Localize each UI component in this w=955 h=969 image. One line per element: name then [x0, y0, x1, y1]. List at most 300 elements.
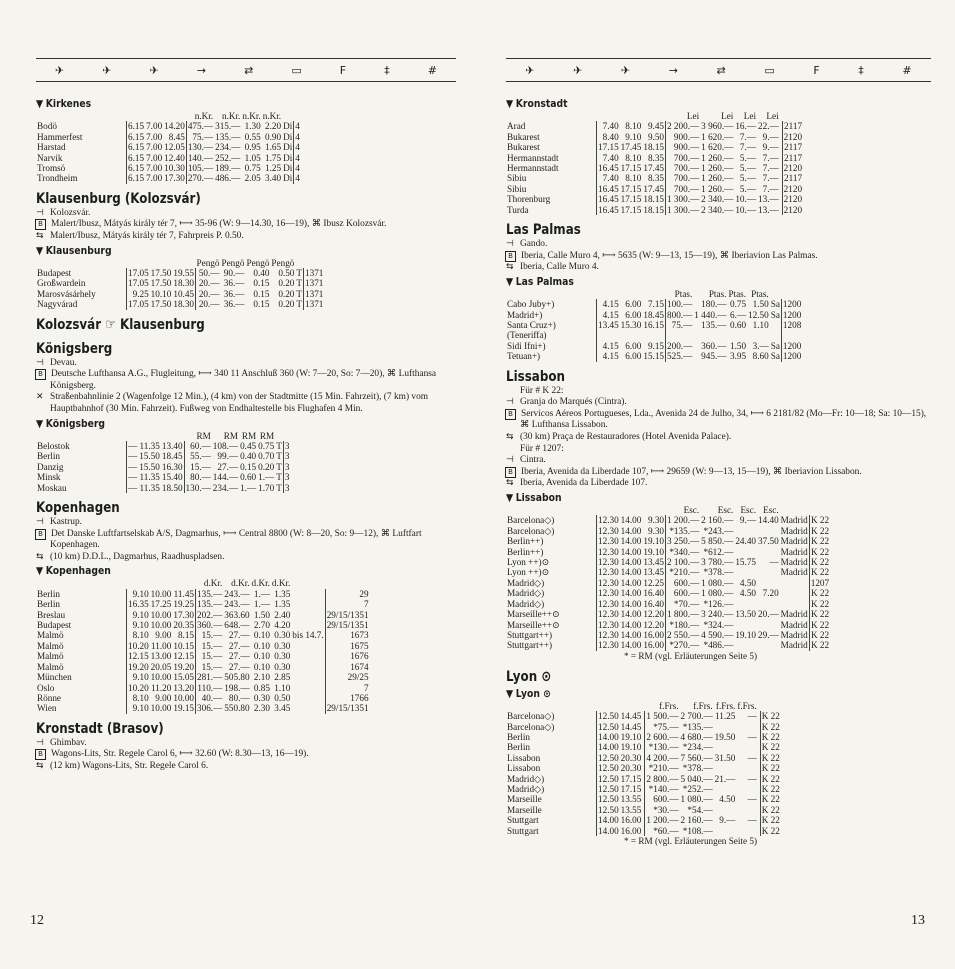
table-cell: Stuttgart — [507, 825, 539, 836]
table-cell: 1371 — [305, 288, 324, 299]
table-cell: 144.— — [212, 472, 239, 483]
table-cell: 14.00 — [598, 731, 619, 742]
table-cell: 17.15 — [620, 163, 642, 174]
table-cell — [736, 722, 757, 732]
table-row — [36, 620, 370, 630]
blank-cell — [36, 578, 196, 588]
table-row — [506, 722, 781, 732]
table-row — [36, 651, 370, 661]
table-cell: Madrid◇) — [507, 588, 545, 599]
table-cell: 6.15 — [128, 121, 145, 132]
table-cell: Madrid — [780, 567, 808, 578]
table-row — [506, 205, 803, 215]
timetable — [506, 111, 803, 215]
table-cell: 16.00 — [643, 629, 665, 640]
table-cell: 17.15 — [598, 142, 619, 153]
table-cell: *135.— — [666, 526, 701, 536]
table-cell: 10.45 — [173, 288, 195, 299]
table-cell: Danzig — [37, 461, 64, 472]
header-row — [506, 701, 781, 711]
table-cell: 0.30 — [274, 640, 291, 651]
table-cell: Lissabon — [507, 752, 541, 763]
table-cell: Madrid+) — [507, 309, 543, 320]
table-cell: Breslau — [37, 609, 66, 620]
table-cell: 3 250.— — [667, 536, 700, 547]
table-cell: 7 560.— — [680, 752, 713, 763]
table-cell: 0.10 — [253, 630, 270, 641]
table-cell: 945.— — [701, 351, 727, 362]
table-cell: 7.00 — [146, 173, 163, 184]
info-icon: B — [35, 749, 46, 760]
table-row — [506, 153, 803, 163]
table-cell: 9.— — [762, 131, 779, 142]
header-row — [506, 289, 802, 299]
info-line — [506, 467, 931, 479]
table-cell: 12.30 — [598, 557, 619, 568]
table-cell: 16.00 — [620, 815, 642, 826]
info-line — [506, 262, 931, 274]
table-cell: 7.— — [739, 131, 756, 142]
table-cell: Berlin — [37, 599, 60, 610]
table-cell: 1.— — [240, 482, 257, 493]
table-cell: 2.30 — [253, 703, 270, 714]
table-cell: 306.— — [197, 703, 223, 714]
header-symbol-icon: F — [339, 63, 347, 77]
table-row — [36, 142, 301, 152]
table-cell: 1 200.— — [646, 815, 679, 826]
table-cell: Malmö — [37, 630, 64, 641]
table-cell: Madrid — [780, 546, 808, 557]
table-cell: 198.— — [224, 682, 250, 693]
table-cell: 10.30 — [164, 163, 185, 174]
left-page — [0, 0, 477, 969]
table-cell: K 22 — [761, 773, 780, 784]
symbol-header — [506, 58, 931, 82]
table-row — [506, 826, 781, 836]
table-cell: 1 620.— — [701, 142, 734, 153]
table-cell: 6.— — [729, 309, 747, 320]
table-row — [36, 472, 290, 482]
table-cell: Budapest — [37, 620, 72, 631]
info-line — [36, 219, 456, 231]
table-cell: 18.15 — [643, 194, 665, 205]
table-cell: 20.— — [196, 289, 221, 299]
table-cell: 1766 — [325, 693, 369, 703]
table-cell: 31.50 — [714, 752, 736, 763]
table-cell: 3 — [284, 482, 290, 493]
table-cell: 12.50 — [598, 794, 619, 805]
table-row — [506, 784, 781, 794]
table-row — [506, 526, 830, 536]
table-cell: 12.05 — [164, 142, 185, 153]
currency-header: d.Kr. — [251, 578, 270, 589]
table-cell: 11.00 — [151, 640, 172, 651]
table-cell: 4 590.— — [701, 629, 734, 640]
info-line — [36, 738, 456, 750]
left-content — [36, 96, 456, 773]
table-cell: 700.— — [666, 184, 701, 194]
table-cell: 15.— — [196, 662, 224, 672]
table-cell: Madrid◇) — [507, 598, 545, 609]
table-cell: *378.— — [682, 763, 713, 774]
table-cell: Berlin — [507, 742, 530, 753]
info-line — [36, 761, 456, 773]
header-symbol-icon: F — [813, 63, 820, 77]
table-cell: K 22 — [810, 557, 830, 568]
table-cell: 12.40 — [164, 152, 185, 163]
table-cell: 29 — [325, 589, 369, 599]
table-cell: 29/15/1351 — [326, 703, 369, 714]
table-cell: 1371 — [305, 278, 324, 289]
table-cell: *108.— — [682, 825, 713, 836]
table-cell: 16.40 — [643, 588, 665, 599]
table-cell: 14.00 — [598, 815, 619, 826]
info-text: Iberia, Calle Muro 4, ⟼ 5635 (W: 9—13, 15—19), ⌘ Iberiavion Las Palmas. — [521, 250, 818, 261]
table-cell: 6.00 — [625, 340, 642, 351]
table-cell: Lissabon — [507, 763, 541, 774]
table-cell: 0.20 — [278, 299, 295, 310]
table-cell: 200.— — [667, 340, 693, 351]
table-cell: 12.50 — [598, 783, 619, 794]
table-cell: 8.35 — [647, 173, 665, 184]
table-cell: Marseille++⊙ — [507, 609, 560, 620]
table-cell: 17.30 — [173, 609, 195, 620]
arrow-down-icon: ▼ — [36, 98, 44, 110]
table-cell: 14.00 — [598, 742, 619, 753]
table-cell: Madrid — [780, 525, 808, 536]
table-cell: 4 — [295, 131, 300, 142]
info-line — [36, 208, 456, 220]
table-cell: 9.15 — [647, 340, 665, 351]
table-cell: K 22 — [810, 588, 830, 599]
table-cell: 4 — [295, 173, 300, 184]
table-cell: 6.15 — [128, 152, 145, 163]
table-cell: T — [276, 461, 282, 472]
table-cell: Berlin — [507, 731, 530, 742]
table-cell — [757, 547, 780, 557]
table-row — [506, 173, 803, 183]
table-cell: 5.— — [739, 173, 756, 184]
info-line — [36, 517, 456, 529]
table-cell: 10.15 — [173, 640, 195, 651]
header-symbol-icon: ⇄ — [716, 63, 726, 77]
table-cell: 13.45 — [643, 567, 665, 578]
table-cell: 600.— — [666, 578, 701, 588]
table-cell: 29/25 — [325, 672, 369, 682]
arrow-down-icon: ▼ — [36, 417, 44, 430]
table-cell: 2120 — [783, 204, 803, 215]
table-cell: 12.15 — [128, 651, 149, 662]
table-cell: 13.55 — [620, 794, 642, 805]
table-cell: Marseille — [507, 804, 542, 815]
arrow-down-icon: ▼ — [506, 492, 514, 505]
table-cell: 10.00 — [173, 692, 195, 703]
table-cell: 525.— — [667, 351, 693, 362]
table-cell: 0.15 — [240, 461, 257, 472]
table-cell: 4 — [295, 142, 300, 153]
table-row — [506, 732, 781, 742]
table-cell: 2120 — [783, 131, 803, 142]
info-icon: ⊣ — [36, 357, 44, 368]
table-cell: 36.— — [223, 288, 245, 299]
arrow-down-icon: ▼ — [506, 275, 514, 288]
table-cell: 505.80 — [224, 672, 250, 683]
table-cell — [734, 599, 757, 609]
header-row — [36, 111, 301, 121]
table-cell: Marseille — [507, 794, 542, 805]
table-row — [506, 299, 802, 309]
table-cell: 9.10 — [127, 620, 150, 630]
table-cell — [727, 330, 747, 340]
table-cell — [770, 320, 782, 330]
table-cell: 8.10 — [625, 152, 642, 163]
footnote: * = RM (vgl. Erläuterungen Seite 5) — [624, 836, 758, 846]
table-cell: 17.15 — [620, 783, 642, 794]
header-symbol-icon: ✈ — [525, 63, 535, 77]
table-cell: 9.10 — [127, 610, 150, 620]
table-cell: 19.10 — [643, 546, 665, 557]
table-cell: 18.30 — [173, 278, 195, 289]
table-cell: 0.85 — [253, 682, 270, 693]
table-cell: 1200 — [782, 309, 802, 320]
table-cell: Barcelona◇) — [507, 515, 555, 526]
table-cell: 13.00 — [150, 651, 172, 662]
table-cell: 1 080.— — [680, 794, 713, 805]
table-cell: 18.15 — [643, 204, 665, 215]
table-cell: 4.15 — [597, 341, 620, 351]
table-cell: Sa — [770, 351, 780, 362]
table-cell: 8.15 — [177, 630, 195, 641]
table-cell: Berlin++) — [507, 536, 544, 547]
table-cell: 7.00 — [146, 163, 163, 174]
header-row — [36, 258, 324, 268]
table-cell: 700.— — [666, 173, 701, 183]
table-cell: 0.15 — [253, 299, 270, 310]
table-cell: 9.— — [739, 515, 756, 526]
table-cell: K 22 — [761, 825, 780, 836]
table-cell: Rönne — [37, 692, 61, 703]
header-row — [506, 505, 830, 515]
table-cell: Tromsö — [37, 163, 66, 174]
table-cell: 700.— — [666, 153, 701, 163]
table-cell: 80.— — [184, 472, 212, 482]
table-cell: 12.20 — [643, 619, 665, 630]
table-row — [36, 703, 370, 713]
table-cell: 14.20 — [164, 121, 185, 132]
table-row — [506, 763, 781, 773]
table-cell: 13.55 — [620, 804, 642, 815]
table-cell: 11.45 — [173, 588, 195, 599]
table-cell: 13.45 — [643, 557, 665, 568]
timetable-section — [36, 246, 456, 310]
table-row — [36, 132, 301, 142]
table-cell: 14.00 — [620, 640, 642, 651]
table-cell: 1 200.— — [667, 515, 700, 526]
info-line — [36, 552, 456, 564]
table-cell: 17.50 — [150, 268, 172, 279]
table-row — [506, 567, 830, 577]
table-cell: 4.15 — [597, 310, 620, 320]
info-icon: ⊣ — [506, 397, 514, 408]
info-line — [36, 369, 456, 392]
table-cell: 8.40 — [597, 132, 620, 142]
table-cell: Nagyvárad — [37, 299, 78, 310]
table-cell: 15.50 — [139, 451, 160, 462]
city-section — [36, 721, 456, 773]
table-cell: Wien — [37, 703, 57, 714]
table-cell: 7.40 — [597, 173, 620, 183]
table-cell: Madrid — [780, 609, 808, 620]
blank-cell — [506, 289, 666, 299]
table-cell: 18.50 — [161, 482, 183, 493]
table-cell: 4.50 — [739, 577, 756, 588]
table-cell: 13.50 — [735, 609, 756, 620]
header-symbol-icon: → — [668, 63, 678, 77]
table-cell: T — [276, 441, 282, 452]
table-row — [506, 805, 781, 815]
table-cell: Stuttgart++) — [507, 640, 553, 651]
table-cell: — — [747, 773, 757, 784]
table-cell: 27.— — [228, 651, 250, 662]
table-cell: Thorenburg — [507, 194, 551, 205]
table-cell: *70.— — [666, 599, 701, 609]
table-cell: 0.50 — [274, 692, 291, 703]
blank-cell — [506, 111, 666, 121]
timetable-section — [36, 566, 456, 713]
city-heading: Lyon ⊙ — [506, 668, 552, 685]
table-cell: 6.15 — [128, 142, 145, 153]
table-row — [36, 589, 370, 599]
table-cell: 800.— — [667, 309, 693, 320]
table-cell: 2.85 — [274, 672, 291, 683]
table-cell: Sibiu — [507, 183, 527, 194]
table-cell: 14.00 — [620, 577, 642, 588]
table-row — [506, 774, 781, 784]
table-cell: Madrid◇) — [507, 783, 545, 794]
table-cell: 2 160.— — [680, 815, 713, 826]
table-cell: 14.00 — [620, 588, 642, 599]
right-page — [478, 0, 955, 969]
table-cell: 1.35 — [274, 588, 291, 599]
info-text: Für # 1207: — [520, 443, 564, 454]
table-cell: 234.— — [215, 142, 241, 153]
table-cell: Di — [283, 173, 293, 184]
table-cell: 475.— — [187, 121, 214, 132]
currency-header: d.Kr. — [203, 578, 223, 589]
info-icon: ⊣ — [506, 455, 514, 466]
table-row — [36, 299, 324, 309]
timetable-section — [506, 493, 931, 662]
table-cell: *243.— — [703, 525, 734, 536]
table-row — [506, 794, 781, 804]
table-cell: Lyon ++)⊙ — [507, 557, 550, 568]
table-cell: *180.— — [666, 620, 701, 630]
table-cell: 20.35 — [173, 620, 195, 631]
timetable-heading — [36, 419, 406, 430]
table-cell: — — [747, 752, 757, 763]
table-cell: 7.15 — [647, 299, 665, 310]
table-cell — [780, 588, 810, 598]
table-row — [506, 578, 830, 588]
table-cell: 50.— — [196, 268, 221, 278]
table-cell: 7.— — [762, 152, 779, 163]
timetable-title: Klausenburg — [45, 244, 112, 257]
table-cell: 17.15 — [620, 183, 642, 194]
table-cell — [734, 547, 757, 557]
currency-header: RM — [241, 430, 257, 441]
table-cell: 11.20 — [151, 682, 172, 693]
table-cell: 7.— — [762, 183, 779, 194]
currency-header: Lei — [686, 111, 700, 121]
table-cell: 1 260.— — [701, 152, 734, 163]
table-cell: 0.20 — [258, 461, 275, 472]
table-cell: T — [296, 288, 303, 299]
table-cell: 7.40 — [597, 153, 620, 163]
table-cell: *234.— — [682, 742, 713, 753]
table-cell: 1 300.— — [667, 204, 700, 215]
table-cell: 17.05 — [128, 299, 149, 310]
table-cell: 16.45 — [598, 163, 619, 174]
table-cell: Madrid — [780, 629, 808, 640]
table-cell: 3 — [284, 461, 290, 472]
table-cell: 14.00 — [620, 598, 642, 609]
table-cell: 12.15 — [173, 651, 195, 662]
table-row — [506, 815, 781, 825]
table-cell: Harstad — [37, 142, 66, 153]
info-icon: ⇆ — [506, 432, 514, 443]
table-row — [506, 320, 802, 330]
table-cell: 19.20 — [173, 661, 195, 672]
table-cell: 12.30 — [598, 525, 619, 536]
table-cell — [291, 599, 325, 609]
table-cell: 14.00 — [620, 515, 642, 526]
table-cell — [736, 805, 757, 815]
table-cell — [714, 784, 737, 794]
table-cell: Stuttgart — [507, 815, 539, 826]
table-cell: 600.— — [666, 588, 701, 598]
table-cell: 130.— — [187, 142, 214, 153]
info-icon: ⇆ — [36, 231, 44, 242]
table-cell: 0.60 — [729, 320, 747, 331]
table-cell: *60.— — [645, 826, 680, 836]
table-cell: 6.00 — [625, 299, 642, 310]
table-cell: *130.— — [645, 742, 680, 752]
table-cell — [666, 330, 694, 340]
table-cell: 12.30 — [598, 619, 619, 630]
currency-header: f.Frs. — [693, 700, 713, 711]
table-cell: 12.30 — [598, 640, 619, 651]
timetable-heading — [36, 99, 406, 110]
table-cell: 7.00 — [146, 152, 163, 163]
table-cell: 8.10 — [625, 173, 642, 184]
header-symbol-icon: ✈ — [55, 63, 65, 77]
table-cell: 1676 — [325, 651, 369, 661]
table-cell: 3 240.— — [701, 609, 734, 620]
currency-header: Pengö — [196, 257, 220, 268]
table-cell: Malmö — [37, 651, 64, 662]
table-cell: 2117 — [784, 142, 803, 153]
info-icon: ⇆ — [506, 478, 514, 489]
info-line — [36, 358, 456, 370]
table-cell: 21.— — [714, 773, 736, 784]
table-cell: 0.10 — [253, 661, 270, 672]
table-cell: 1 260.— — [701, 173, 734, 184]
table-cell: Sidi Ifni+) — [507, 340, 546, 351]
table-cell: 20.— — [196, 278, 221, 288]
table-cell: Moskau — [37, 482, 67, 493]
table-cell: 12.30 — [598, 598, 619, 609]
table-cell: — — [128, 461, 138, 472]
